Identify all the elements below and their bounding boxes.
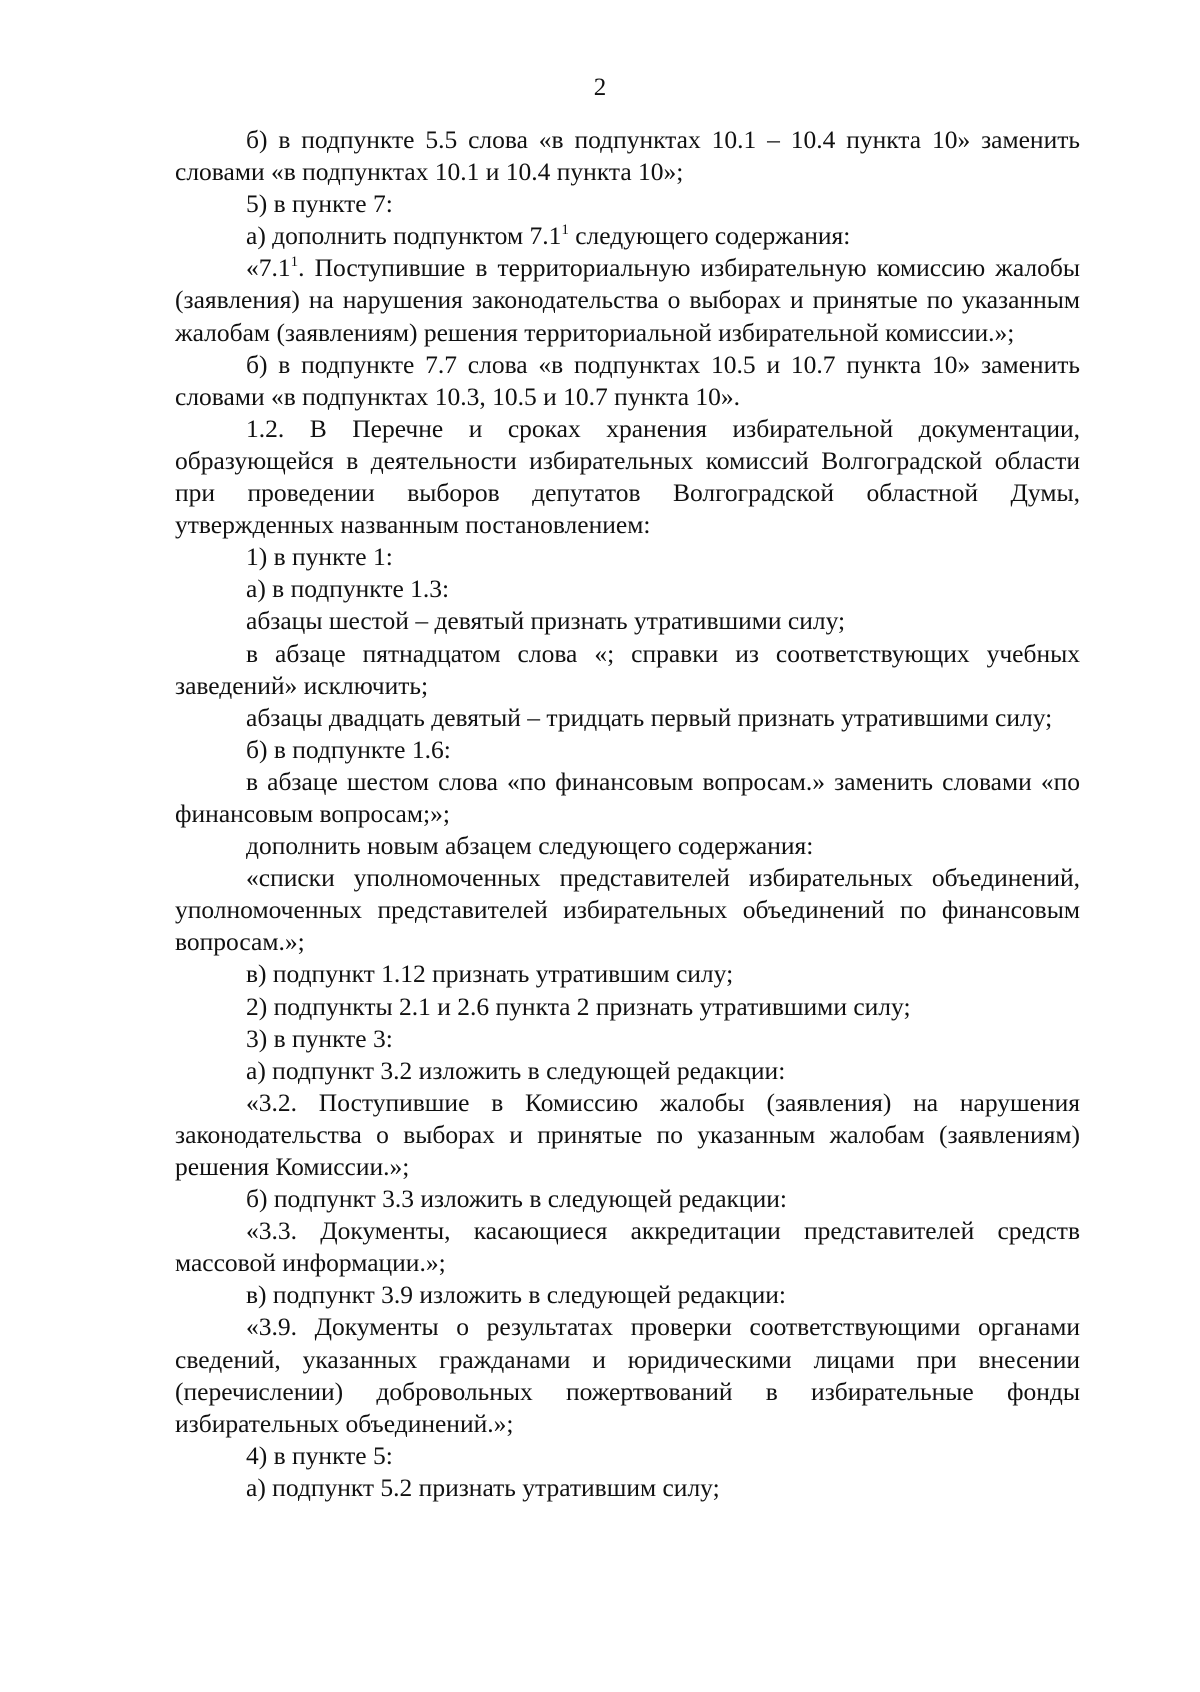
paragraph-4 bbox=[175, 252, 1080, 348]
paragraph-15: «списки уполномоченных представителей избирательных объединений, уполномоченных представителей избирательных объединений по финансовым вопросам.»; bbox=[175, 863, 1080, 957]
paragraph-6: 1.2. В Перечне и сроках хранения избирательной документации, образующейся в деятельности избирательных комиссий Волгоградской области при проведении выборов депутатов Волгоградской областной Думы, утвержденных названным постановлением: bbox=[175, 413, 1080, 540]
paragraph-11: абзацы двадцать девятый – тридцать первый признать утратившими силу; bbox=[246, 702, 1053, 732]
superscript-mark: 1 bbox=[290, 254, 299, 271]
paragraph-7: 1) в пункте 1: bbox=[246, 542, 393, 572]
superscript-mark: 1 bbox=[561, 222, 569, 239]
paragraph-26: а) подпункт 5.2 признать утратившим силу; bbox=[246, 1472, 720, 1502]
paragraph-4-text-end: . Поступившие в территориальную избирательную комиссию жалобы (заявления) на нарушения законодательства о выборах и принятые по указанным жалобам (заявлениям) решения территориальной избирательной комиссии.»; bbox=[175, 253, 1080, 347]
paragraph-9: абзацы шестой – девятый признать утратившими силу; bbox=[246, 606, 846, 636]
paragraph-4-text: «7.1 bbox=[246, 253, 291, 283]
paragraph-22: «3.3. Документы, касающиеся аккредитации представителей средств массовой информации.»; bbox=[175, 1216, 1080, 1278]
paragraph-2: 5) в пункте 7: bbox=[246, 189, 393, 219]
paragraph-17: 2) подпункты 2.1 и 2.6 пункта 2 признать утратившими силу; bbox=[246, 991, 911, 1021]
paragraph-3-text-end: следующего содержания: bbox=[568, 221, 851, 251]
paragraph-25: 4) в пункте 5: bbox=[246, 1440, 393, 1470]
paragraph-10: в абзаце пятнадцатом слова «; справки из соответствующих учебных заведений» исключить; bbox=[175, 638, 1080, 700]
paragraph-16: в) подпункт 1.12 признать утратившим силу; bbox=[246, 959, 734, 989]
paragraph-20: «3.2. Поступившие в Комиссию жалобы (заявления) на нарушения законодательства о выборах и принятые по указанным жалобам (заявлениям) решения Комиссии.»; bbox=[175, 1087, 1080, 1181]
paragraph-8: а) в подпункте 1.3: bbox=[246, 574, 450, 604]
paragraph-3-text: а) дополнить подпунктом 7.1 bbox=[246, 221, 562, 251]
paragraph-5: б) в подпункте 7.7 слова «в подпунктах 10.5 и 10.7 пункта 10» заменить словами «в подпунктах 10.3, 10.5 и 10.7 пункта 10». bbox=[175, 349, 1080, 411]
page-number: 2 bbox=[593, 74, 607, 101]
document-body bbox=[175, 124, 1080, 1504]
paragraph-18: 3) в пункте 3: bbox=[246, 1023, 393, 1053]
paragraph-3 bbox=[175, 220, 1080, 252]
paragraph-23: в) подпункт 3.9 изложить в следующей редакции: bbox=[246, 1280, 787, 1310]
paragraph-21: б) подпункт 3.3 изложить в следующей редакции: bbox=[246, 1184, 787, 1214]
paragraph-12: б) в подпункте 1.6: bbox=[246, 734, 451, 764]
paragraph-24: «3.9. Документы о результатах проверки соответствующими органами сведений, указанных гражданами и юридическими лицами при внесении (перечислении) добровольных пожертвований в избирательные фонды избирательных объединений.»; bbox=[175, 1312, 1080, 1438]
paragraph-19: а) подпункт 3.2 изложить в следующей редакции: bbox=[246, 1055, 786, 1085]
paragraph-14: дополнить новым абзацем следующего содержания: bbox=[246, 831, 814, 861]
paragraph-1: б) в подпункте 5.5 слова «в подпунктах 10.1 – 10.4 пункта 10» заменить словами «в подпунктах 10.1 и 10.4 пункта 10»; bbox=[175, 125, 1080, 187]
paragraph-13: в абзаце шестом слова «по финансовым вопросам.» заменить словами «по финансовым вопросам;»; bbox=[175, 766, 1080, 828]
